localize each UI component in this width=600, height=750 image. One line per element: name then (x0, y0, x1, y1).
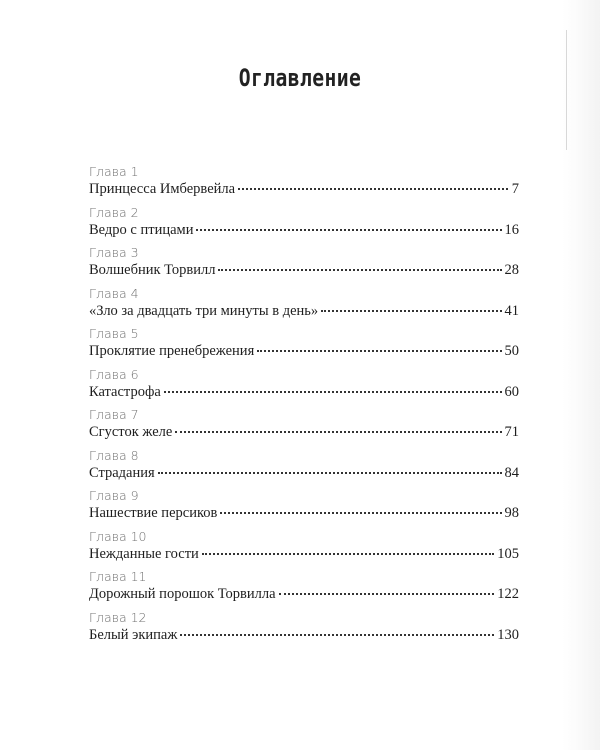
dot-leader (321, 309, 501, 312)
chapter-title: Белый экипаж (89, 626, 178, 643)
toc-entry-chapter-9[interactable] (89, 488, 519, 529)
dot-leader (196, 228, 501, 231)
toc-entry-chapter-4[interactable] (89, 286, 519, 327)
toc-entry-chapter-2[interactable] (89, 205, 519, 246)
chapter-label: Глава 11 (89, 569, 147, 584)
chapter-title: Ведро с птицами (89, 221, 194, 238)
chapter-label: Глава 1 (89, 164, 139, 179)
chapter-label: Глава 9 (89, 488, 139, 503)
dot-leader (238, 187, 508, 190)
entry-line (89, 179, 519, 199)
toc-entry-chapter-12[interactable] (89, 610, 519, 651)
chapter-title: Катастрофа (89, 383, 161, 400)
entry-line (89, 260, 519, 280)
chapter-label: Глава 4 (89, 285, 139, 301)
page-number: 60 (504, 383, 519, 400)
chapter-title: Дорожный порошок Торвилла (89, 586, 276, 602)
dot-leader (257, 349, 501, 352)
chapter-title: Нежданные гости (89, 545, 199, 562)
toc-entry-chapter-11[interactable] (89, 569, 519, 610)
page-number: 71 (504, 424, 519, 440)
entry-line (89, 544, 519, 564)
dot-leader (218, 268, 501, 271)
table-of-contents (89, 164, 519, 650)
chapter-title: Нашествие персиков (89, 505, 218, 521)
chapter-label: Глава 10 (89, 528, 147, 544)
page-number: 28 (504, 262, 519, 278)
chapter-title: Волшебник Торвилл (89, 262, 216, 278)
page-number: 98 (504, 505, 519, 521)
chapter-label: Глава 5 (89, 326, 139, 341)
chapter-title: Сгусток желе (89, 424, 173, 440)
page-number: 84 (504, 464, 519, 481)
entry-line (89, 341, 519, 361)
toc-entry-chapter-8[interactable] (89, 448, 519, 489)
entry-line (89, 503, 519, 523)
page-edge-shadow (566, 30, 567, 150)
toc-entry-chapter-5[interactable] (89, 326, 519, 367)
page-number: 7 (511, 181, 519, 197)
chapter-title: Проклятие пренебрежения (89, 343, 255, 359)
chapter-title: «Зло за двадцать три минуты в день» (89, 302, 319, 319)
dot-leader (158, 471, 502, 474)
page-number: 130 (497, 626, 519, 643)
chapter-label: Глава 2 (89, 204, 139, 220)
toc-entry-chapter-10[interactable] (89, 529, 519, 570)
entry-line (89, 382, 519, 402)
toc-entry-chapter-7[interactable] (89, 407, 519, 448)
page-title: Оглавление (238, 64, 362, 92)
dot-leader (279, 592, 495, 595)
entry-line (89, 220, 519, 240)
page-edge (562, 0, 600, 750)
toc-entry-chapter-3[interactable] (89, 245, 519, 286)
chapter-title: Принцесса Имбервейла (89, 181, 236, 197)
page-number: 16 (504, 221, 519, 238)
page-number: 41 (504, 302, 519, 319)
dot-leader (175, 430, 501, 433)
entry-line (89, 584, 519, 604)
toc-entry-chapter-6[interactable] (89, 367, 519, 408)
chapter-label: Глава 12 (89, 609, 147, 625)
chapter-label: Глава 6 (89, 366, 139, 382)
entry-line (89, 301, 519, 321)
chapter-label: Глава 8 (89, 447, 139, 463)
entry-line (89, 422, 519, 442)
dot-leader (164, 390, 502, 393)
dot-leader (220, 511, 501, 514)
chapter-label: Глава 3 (89, 245, 139, 260)
page-number: 105 (497, 545, 519, 562)
dot-leader (180, 633, 494, 636)
dot-leader (202, 552, 494, 555)
page-number: 50 (504, 343, 519, 359)
chapter-label: Глава 7 (89, 407, 139, 422)
entry-line (89, 463, 519, 483)
toc-entry-chapter-1[interactable] (89, 164, 519, 205)
page-number: 122 (497, 586, 519, 602)
entry-line (89, 625, 519, 645)
chapter-title: Страдания (89, 464, 155, 481)
